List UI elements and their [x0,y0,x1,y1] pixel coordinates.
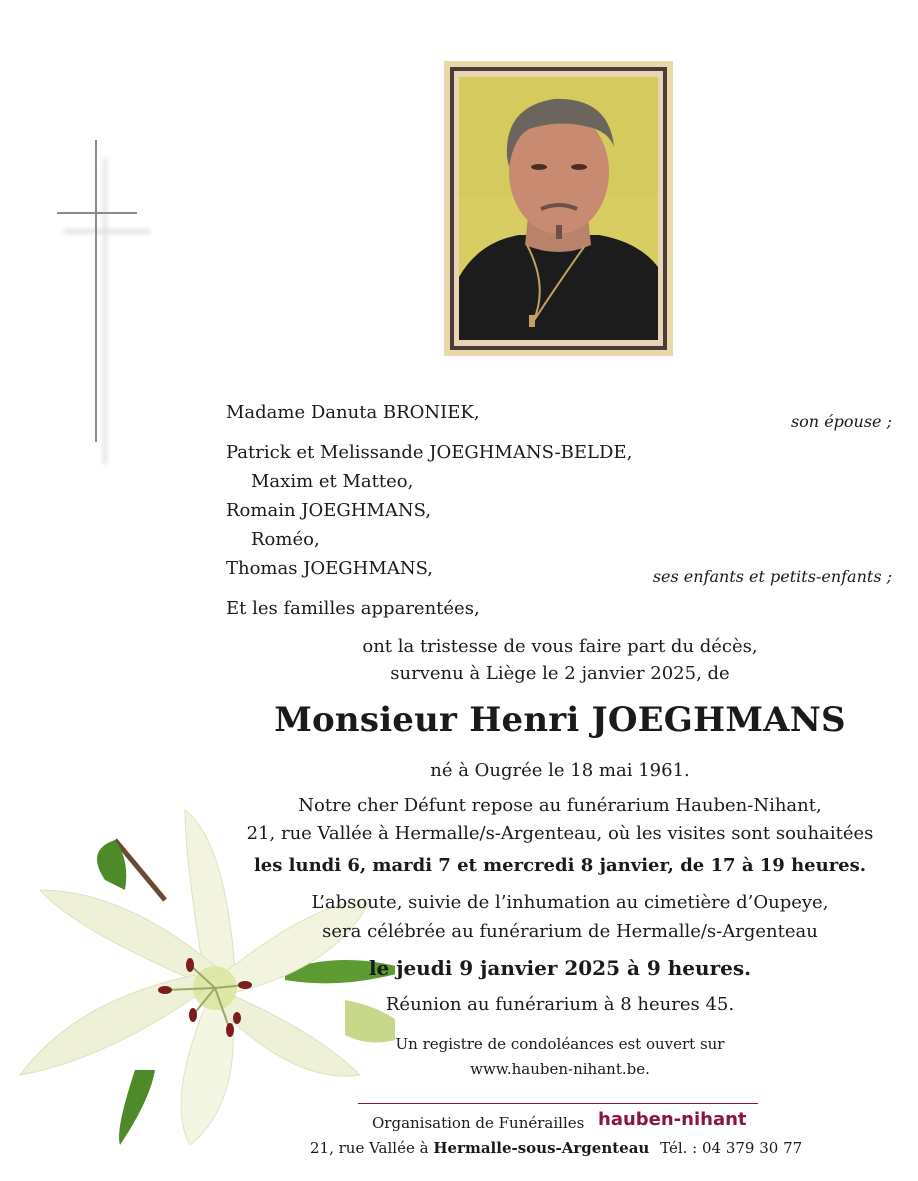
footer-divider [358,1103,758,1104]
announcement-line-2: survenu à Liège le 2 janvier 2025, de [390,663,730,684]
child-2: Romain JOEGHMANS, [226,500,432,521]
footer-brand-logo: hauben-nihant [598,1109,747,1130]
visitation-dates: les lundi 6, mardi 7 et mercredi 8 janvier, de 17 à 19 heures. [253,855,867,876]
relatives: Et les familles apparentées, [226,598,480,619]
lily-flower-illustration [15,800,395,1160]
cross-icon [95,140,97,442]
ceremony-date: le jeudi 9 janvier 2025 à 9 heures. [368,956,752,980]
spouse-role: son épouse ; [790,412,892,431]
cross-shadow-vertical [103,158,107,464]
footer-address-city: Hermalle-sous-Argenteau [433,1139,650,1157]
grandchildren-2: Roméo, [251,529,320,550]
ceremony-line-1: L’absoute, suivie de l’inhumation au cimetière d’Oupeye, [311,892,829,913]
deceased-name: Monsieur Henri JOEGHMANS [274,700,846,740]
portrait-photo [459,77,658,340]
visitation-line-2: 21, rue Vallée à Hermalle/s-Argenteau, où les visites sont souhaitées [246,823,874,844]
grandchildren-1: Maxim et Matteo, [251,471,414,492]
condolences-website-link[interactable]: www.hauben-nihant.be. [470,1060,650,1078]
footer-phone: Tél. : 04 379 30 77 [660,1139,803,1157]
child-1: Patrick et Melissande JOEGHMANS-BELDE, [226,442,633,463]
reunion-info: Réunion au funérarium à 8 heures 45. [385,994,735,1015]
footer-address [310,1137,802,1159]
announcement-line-1: ont la tristesse de vous faire part du décès, [362,636,758,657]
children-role: ses enfants et petits-enfants ; [652,567,892,586]
cross-icon-bar [57,212,137,214]
footer-address-prefix: 21, rue Vallée à [310,1139,429,1157]
visitation-line-1: Notre cher Défunt repose au funérarium Hauben-Nihant, [298,795,822,816]
cross-shadow-horizontal [64,229,150,234]
spouse-name: Madame Danuta BRONIEK, [226,402,480,423]
ceremony-line-2: sera célébrée au funérarium de Hermalle/s-Argenteau [322,921,818,942]
footer-org-label: Organisation de Funérailles [372,1114,585,1132]
child-3: Thomas JOEGHMANS, [226,558,433,579]
condolences-text: Un registre de condoléances est ouvert sur [395,1035,725,1053]
birth-info: né à Ougrée le 18 mai 1961. [430,760,690,781]
